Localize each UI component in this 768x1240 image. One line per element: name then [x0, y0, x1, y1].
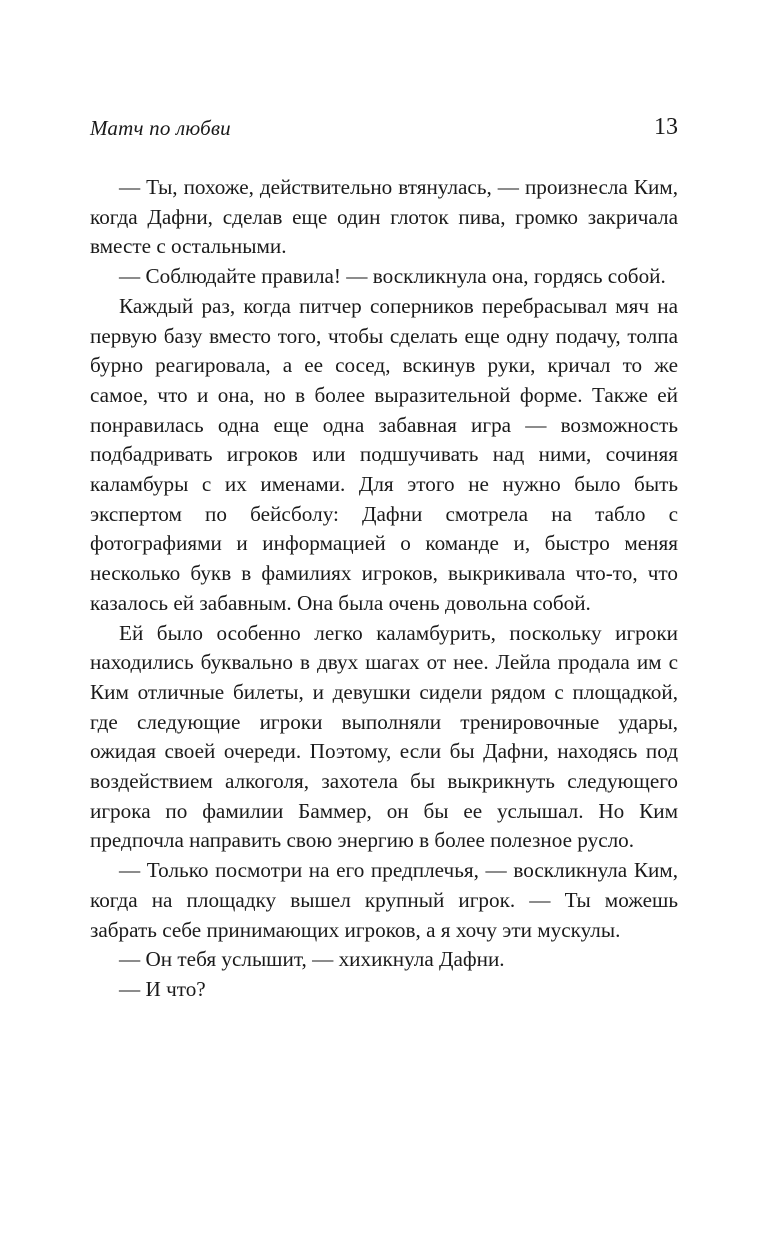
- paragraph-2: — Соблюдайте правила! — воскликнула она, гордясь собой.: [119, 264, 666, 289]
- paragraph-1: — Ты, похоже, действительно втянулась, — произнесла Ким, когда Дафни, сделав еще один глоток пива, громко закричала вместе с остальными.: [90, 175, 678, 259]
- running-head: [90, 116, 678, 144]
- book-title: Матч по любви: [90, 116, 231, 140]
- paragraph-7: — И что?: [119, 976, 206, 1001]
- paragraph-6: — Он тебя услышит, — хихикнула Дафни.: [119, 947, 505, 972]
- paragraph-4: Ей было особенно легко каламбурить, поскольку игроки находились буквально в двух шагах от нее. Лейла продала им с Ким отличные билеты, и девушки сидели рядом с площадкой, где следующие игроки выполняли тренировочные удары, ожидая своей очереди. Поэтому, если бы Дафни, находясь под воздействием алкоголя, захотела бы выкрикнуть следующего игрока по фамилии Баммер, он бы ее услышал. Но Ким предпочла направить свою энергию в более полезное русло.: [90, 620, 678, 853]
- body-text: [90, 173, 678, 1005]
- page-number: 13: [654, 114, 678, 140]
- paragraph-3: Каждый раз, когда питчер соперников перебрасывал мяч на первую базу вместо того, чтобы сделать еще одну подачу, толпа бурно реагировала, а ее сосед, вскинув руки, кричал то же самое, что и она, но в более выразительной форме. Также ей понравилась одна еще одна забавная игра — возможность подбадривать игроков или подшучивать над ними, сочиняя каламбуры с их именами. Для этого не нужно было быть экспертом по бейсболу: Дафни смотрела на табло с фотографиями и информацией о команде и, быстро меняя несколько букв в фамилиях игроков, выкрикивала что-то, что казалось ей забавным. Она была очень довольна собой.: [90, 293, 678, 615]
- book-page: [90, 0, 678, 1240]
- paragraph-5: — Только посмотри на его предплечья, — воскликнула Ким, когда на площадку вышел крупный игрок. — Ты можешь забрать себе принимающих игроков, а я хочу эти мускулы.: [90, 858, 678, 942]
